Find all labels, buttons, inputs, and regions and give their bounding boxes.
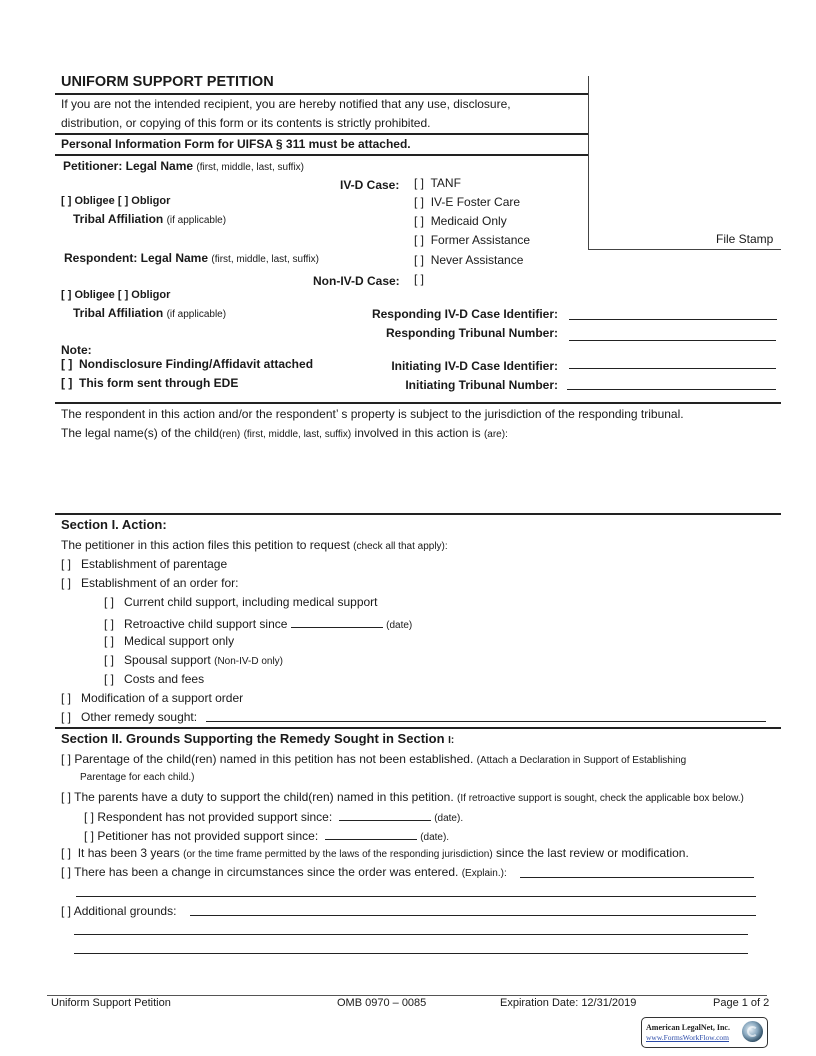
- initiating-ivd-case-identifier-label: Initiating IV-D Case Identifier:: [391, 359, 558, 373]
- checkbox[interactable]: [ ]: [61, 576, 72, 590]
- item-label: Modification of a support order: [81, 691, 244, 705]
- children-names-field[interactable]: [61, 444, 776, 510]
- option-label: Medicaid Only: [430, 214, 507, 228]
- file-stamp-label: File Stamp: [716, 232, 774, 246]
- non-ivd-case-label: Non-IV-D Case:: [313, 274, 400, 288]
- change-explanation-field-line2[interactable]: [76, 896, 756, 897]
- ivd-option-former-assistance[interactable]: [414, 233, 530, 247]
- text: The legal name(s) of the child: [61, 426, 220, 440]
- additional-grounds-field-line2[interactable]: [74, 934, 748, 935]
- form-title: UNIFORM SUPPORT PETITION: [61, 74, 274, 90]
- petitioner-support-date-field[interactable]: [325, 827, 417, 840]
- tribal-hint: (if applicable): [166, 215, 227, 226]
- item-label: Establishment of an order for:: [81, 576, 239, 590]
- divider: [55, 513, 781, 515]
- checkbox[interactable]: [ ]: [104, 617, 115, 631]
- note-nondisclosure[interactable]: [61, 357, 313, 371]
- checkbox[interactable]: [ ]: [61, 790, 72, 804]
- ground-three-years[interactable]: [61, 846, 689, 860]
- additional-grounds-field-line3[interactable]: [74, 953, 748, 954]
- initiating-tribunal-number-label: Initiating Tribunal Number:: [405, 378, 558, 392]
- checkbox[interactable]: [ ]: [414, 253, 425, 267]
- respondent-hint: (first, middle, last, suffix): [211, 254, 319, 265]
- divider: [55, 133, 588, 135]
- text: (ren): [219, 429, 241, 440]
- option-label: TANF: [430, 176, 461, 190]
- checkbox[interactable]: [ ]: [104, 672, 115, 686]
- order-current-child-support[interactable]: [104, 595, 378, 609]
- checkbox[interactable]: [ ]: [61, 357, 73, 371]
- respondent-label-text: Respondent: Legal Name: [64, 251, 209, 265]
- checkbox[interactable]: [ ]: [61, 376, 73, 390]
- divider: [55, 93, 588, 95]
- american-legalnet-logo[interactable]: [641, 1017, 768, 1048]
- option-label: Former Assistance: [430, 233, 531, 247]
- petitioner-tribal-affiliation: [73, 212, 226, 226]
- text: involved in this action is: [354, 426, 481, 440]
- checkbox[interactable]: [ ]: [61, 691, 72, 705]
- item-label: Current child support, including medical support: [124, 595, 378, 609]
- respondent-support-date-field[interactable]: [339, 808, 431, 821]
- section2-heading: [61, 731, 454, 746]
- footer-divider: [47, 995, 767, 996]
- responding-ivd-case-identifier-label: Responding IV-D Case Identifier:: [371, 307, 558, 321]
- section1-heading: Section I. Action:: [61, 517, 167, 532]
- item-label: Respondent has not provided support since:: [97, 810, 333, 824]
- item-label: Costs and fees: [124, 672, 205, 686]
- additional-grounds-field[interactable]: [190, 915, 756, 916]
- item-label: There has been a change in circumstances since the order was entered.: [74, 865, 459, 879]
- ivd-option-tanf[interactable]: [414, 176, 461, 190]
- text: I:: [448, 735, 455, 746]
- order-spousal-support[interactable]: [104, 653, 283, 667]
- item-label: Parentage of the child(ren) named in this petition has not been established.: [74, 752, 474, 766]
- petitioner-legal-name-label: [63, 159, 304, 173]
- ivd-option-foster-care[interactable]: [414, 195, 520, 209]
- note-sent-through-ede[interactable]: [61, 376, 238, 390]
- option-label: IV-E Foster Care: [430, 195, 521, 209]
- responding-tribunal-number-field[interactable]: [569, 340, 776, 341]
- item-hint: (Non-IV-D only): [214, 656, 284, 667]
- checkbox[interactable]: [ ]: [104, 653, 115, 667]
- checkbox[interactable]: [ ]: [61, 865, 72, 879]
- order-retroactive-child-support[interactable]: [104, 615, 412, 631]
- globe-icon: [742, 1021, 763, 1042]
- item-hint: (or the time frame permitted by the laws of the responding jurisdiction): [183, 849, 493, 860]
- checkbox[interactable]: [ ]: [61, 710, 72, 724]
- ground-parentage-not-established[interactable]: [61, 752, 686, 766]
- item-label: Petitioner has not provided support since:: [97, 829, 319, 843]
- item-hint: (If retroactive support is sought, check the applicable box below.): [457, 793, 744, 804]
- petitioner-obligor-checkbox[interactable]: [ ] Obligor: [117, 195, 171, 207]
- item-hint: (Explain.):: [461, 868, 507, 879]
- responding-ivd-case-identifier-field[interactable]: [569, 319, 777, 320]
- jurisdiction-statement: The respondent in this action and/or the respondent’ s property is subject to the jurisdiction of the responding tribunal.: [61, 407, 684, 421]
- item-hint: (Attach a Declaration in Support of Establishing: [476, 755, 687, 766]
- item-label: Retroactive child support since: [124, 617, 288, 631]
- footer-expiration-date: Expiration Date: 12/31/2019: [500, 997, 637, 1009]
- petitioner-obligee-checkbox[interactable]: [ ] Obligee: [61, 195, 115, 207]
- tribal-hint: (if applicable): [166, 309, 227, 320]
- divider: [55, 402, 781, 404]
- action-other-remedy[interactable]: [61, 710, 197, 724]
- logo-website-link[interactable]: www.FormsWorkFlow.com: [646, 1033, 730, 1042]
- file-stamp-border: [588, 249, 781, 250]
- divider: [55, 154, 588, 156]
- checkbox[interactable]: [ ]: [414, 195, 425, 209]
- footer-omb-number: OMB 0970 – 0085: [337, 997, 427, 1009]
- footer-form-name: Uniform Support Petition: [51, 997, 171, 1009]
- ground-parentage-hint-line2: Parentage for each child.): [80, 772, 195, 783]
- file-stamp-area[interactable]: [590, 76, 780, 248]
- change-explanation-field[interactable]: [520, 877, 754, 878]
- checkbox[interactable]: [ ]: [84, 829, 95, 843]
- ground-duty-to-support[interactable]: [61, 790, 744, 804]
- checkbox[interactable]: [ ]: [84, 810, 95, 824]
- ivd-option-medicaid-only[interactable]: [414, 214, 507, 228]
- petitioner-label-text: Petitioner: Legal Name: [63, 159, 194, 173]
- action-establish-parentage[interactable]: [61, 557, 227, 571]
- non-ivd-case-checkbox[interactable]: [ ]: [414, 272, 425, 286]
- item-label: Spousal support: [124, 653, 211, 667]
- checkbox[interactable]: [ ]: [61, 846, 72, 860]
- respondent-role: [61, 289, 170, 301]
- section1-intro: [61, 538, 448, 552]
- logo-company-name: American LegalNet, Inc.: [646, 1023, 730, 1032]
- respondent-not-provided-support[interactable]: [84, 808, 463, 824]
- tribal-label: Tribal Affiliation: [73, 306, 164, 320]
- item-hint: (date).: [420, 832, 450, 843]
- checkbox[interactable]: [ ]: [61, 557, 72, 571]
- item-label: since the last review or modification.: [496, 846, 689, 860]
- item-label: It has been 3 years: [77, 846, 180, 860]
- text: (check all that apply):: [353, 541, 448, 552]
- text: (first, middle, last, suffix): [243, 429, 352, 440]
- order-medical-support-only[interactable]: [104, 634, 234, 648]
- footer-page-number: Page 1 of 2: [713, 997, 770, 1009]
- other-remedy-field[interactable]: [206, 721, 766, 722]
- action-establish-order[interactable]: [61, 576, 238, 590]
- ground-additional[interactable]: [61, 904, 176, 918]
- note-label: Note:: [61, 343, 92, 357]
- checkbox[interactable]: [ ]: [104, 595, 115, 609]
- note-item-label: This form sent through EDE: [79, 376, 239, 390]
- checkbox[interactable]: [ ]: [61, 752, 72, 766]
- divider: [55, 727, 781, 729]
- petitioner-not-provided-support[interactable]: [84, 827, 449, 843]
- initiating-ivd-case-identifier-field[interactable]: [569, 368, 776, 369]
- item-label: Medical support only: [124, 634, 235, 648]
- action-modification[interactable]: [61, 691, 243, 705]
- item-label: Additional grounds:: [73, 904, 177, 918]
- item-label: The parents have a duty to support the child(ren) named in this petition.: [74, 790, 454, 804]
- item-label: Other remedy sought:: [81, 710, 198, 724]
- option-label: Never Assistance: [430, 253, 524, 267]
- children-names-label: [61, 426, 508, 440]
- item-hint: (date): [386, 620, 413, 631]
- confidentiality-notice-line2: distribution, or copying of this form or its contents is strictly prohibited.: [61, 116, 431, 130]
- responding-tribunal-number-label: Responding Tribunal Number:: [385, 326, 558, 340]
- respondent-tribal-affiliation: [73, 306, 226, 320]
- attachment-notice: Personal Information Form for UIFSA § 311 must be attached.: [61, 137, 411, 151]
- tribal-label: Tribal Affiliation: [73, 212, 164, 226]
- confidentiality-notice-line1: If you are not the intended recipient, you are hereby notified that any use, disclosure,: [61, 97, 511, 111]
- checkbox[interactable]: [ ]: [414, 176, 425, 190]
- petitioner-hint: (first, middle, last, suffix): [196, 162, 304, 173]
- initiating-tribunal-number-field[interactable]: [567, 389, 776, 390]
- ivd-option-never-assistance[interactable]: [414, 253, 523, 267]
- respondent-obligee-checkbox[interactable]: [ ] Obligee: [61, 289, 115, 301]
- item-label: Establishment of parentage: [81, 557, 228, 571]
- order-costs-and-fees[interactable]: [104, 672, 204, 686]
- retroactive-date-field[interactable]: [291, 615, 383, 628]
- ivd-case-label: IV-D Case:: [340, 178, 400, 192]
- text: The petitioner in this action files this petition to request: [61, 538, 350, 552]
- item-hint: (date).: [434, 813, 464, 824]
- checkbox[interactable]: [ ]: [414, 214, 425, 228]
- respondent-obligor-checkbox[interactable]: [ ] Obligor: [117, 289, 171, 301]
- checkbox[interactable]: [ ]: [104, 634, 115, 648]
- respondent-legal-name-label: [64, 251, 319, 265]
- text: Section II. Grounds Supporting the Remedy Sought in Section: [61, 731, 445, 746]
- note-item-label: Nondisclosure Finding/Affidavit attached: [79, 357, 314, 371]
- petitioner-role: [61, 195, 170, 207]
- file-stamp-border: [588, 76, 589, 250]
- checkbox[interactable]: [ ]: [61, 904, 72, 918]
- checkbox[interactable]: [ ]: [414, 233, 425, 247]
- text: (are):: [483, 429, 508, 440]
- ground-change-in-circumstances[interactable]: [61, 865, 507, 879]
